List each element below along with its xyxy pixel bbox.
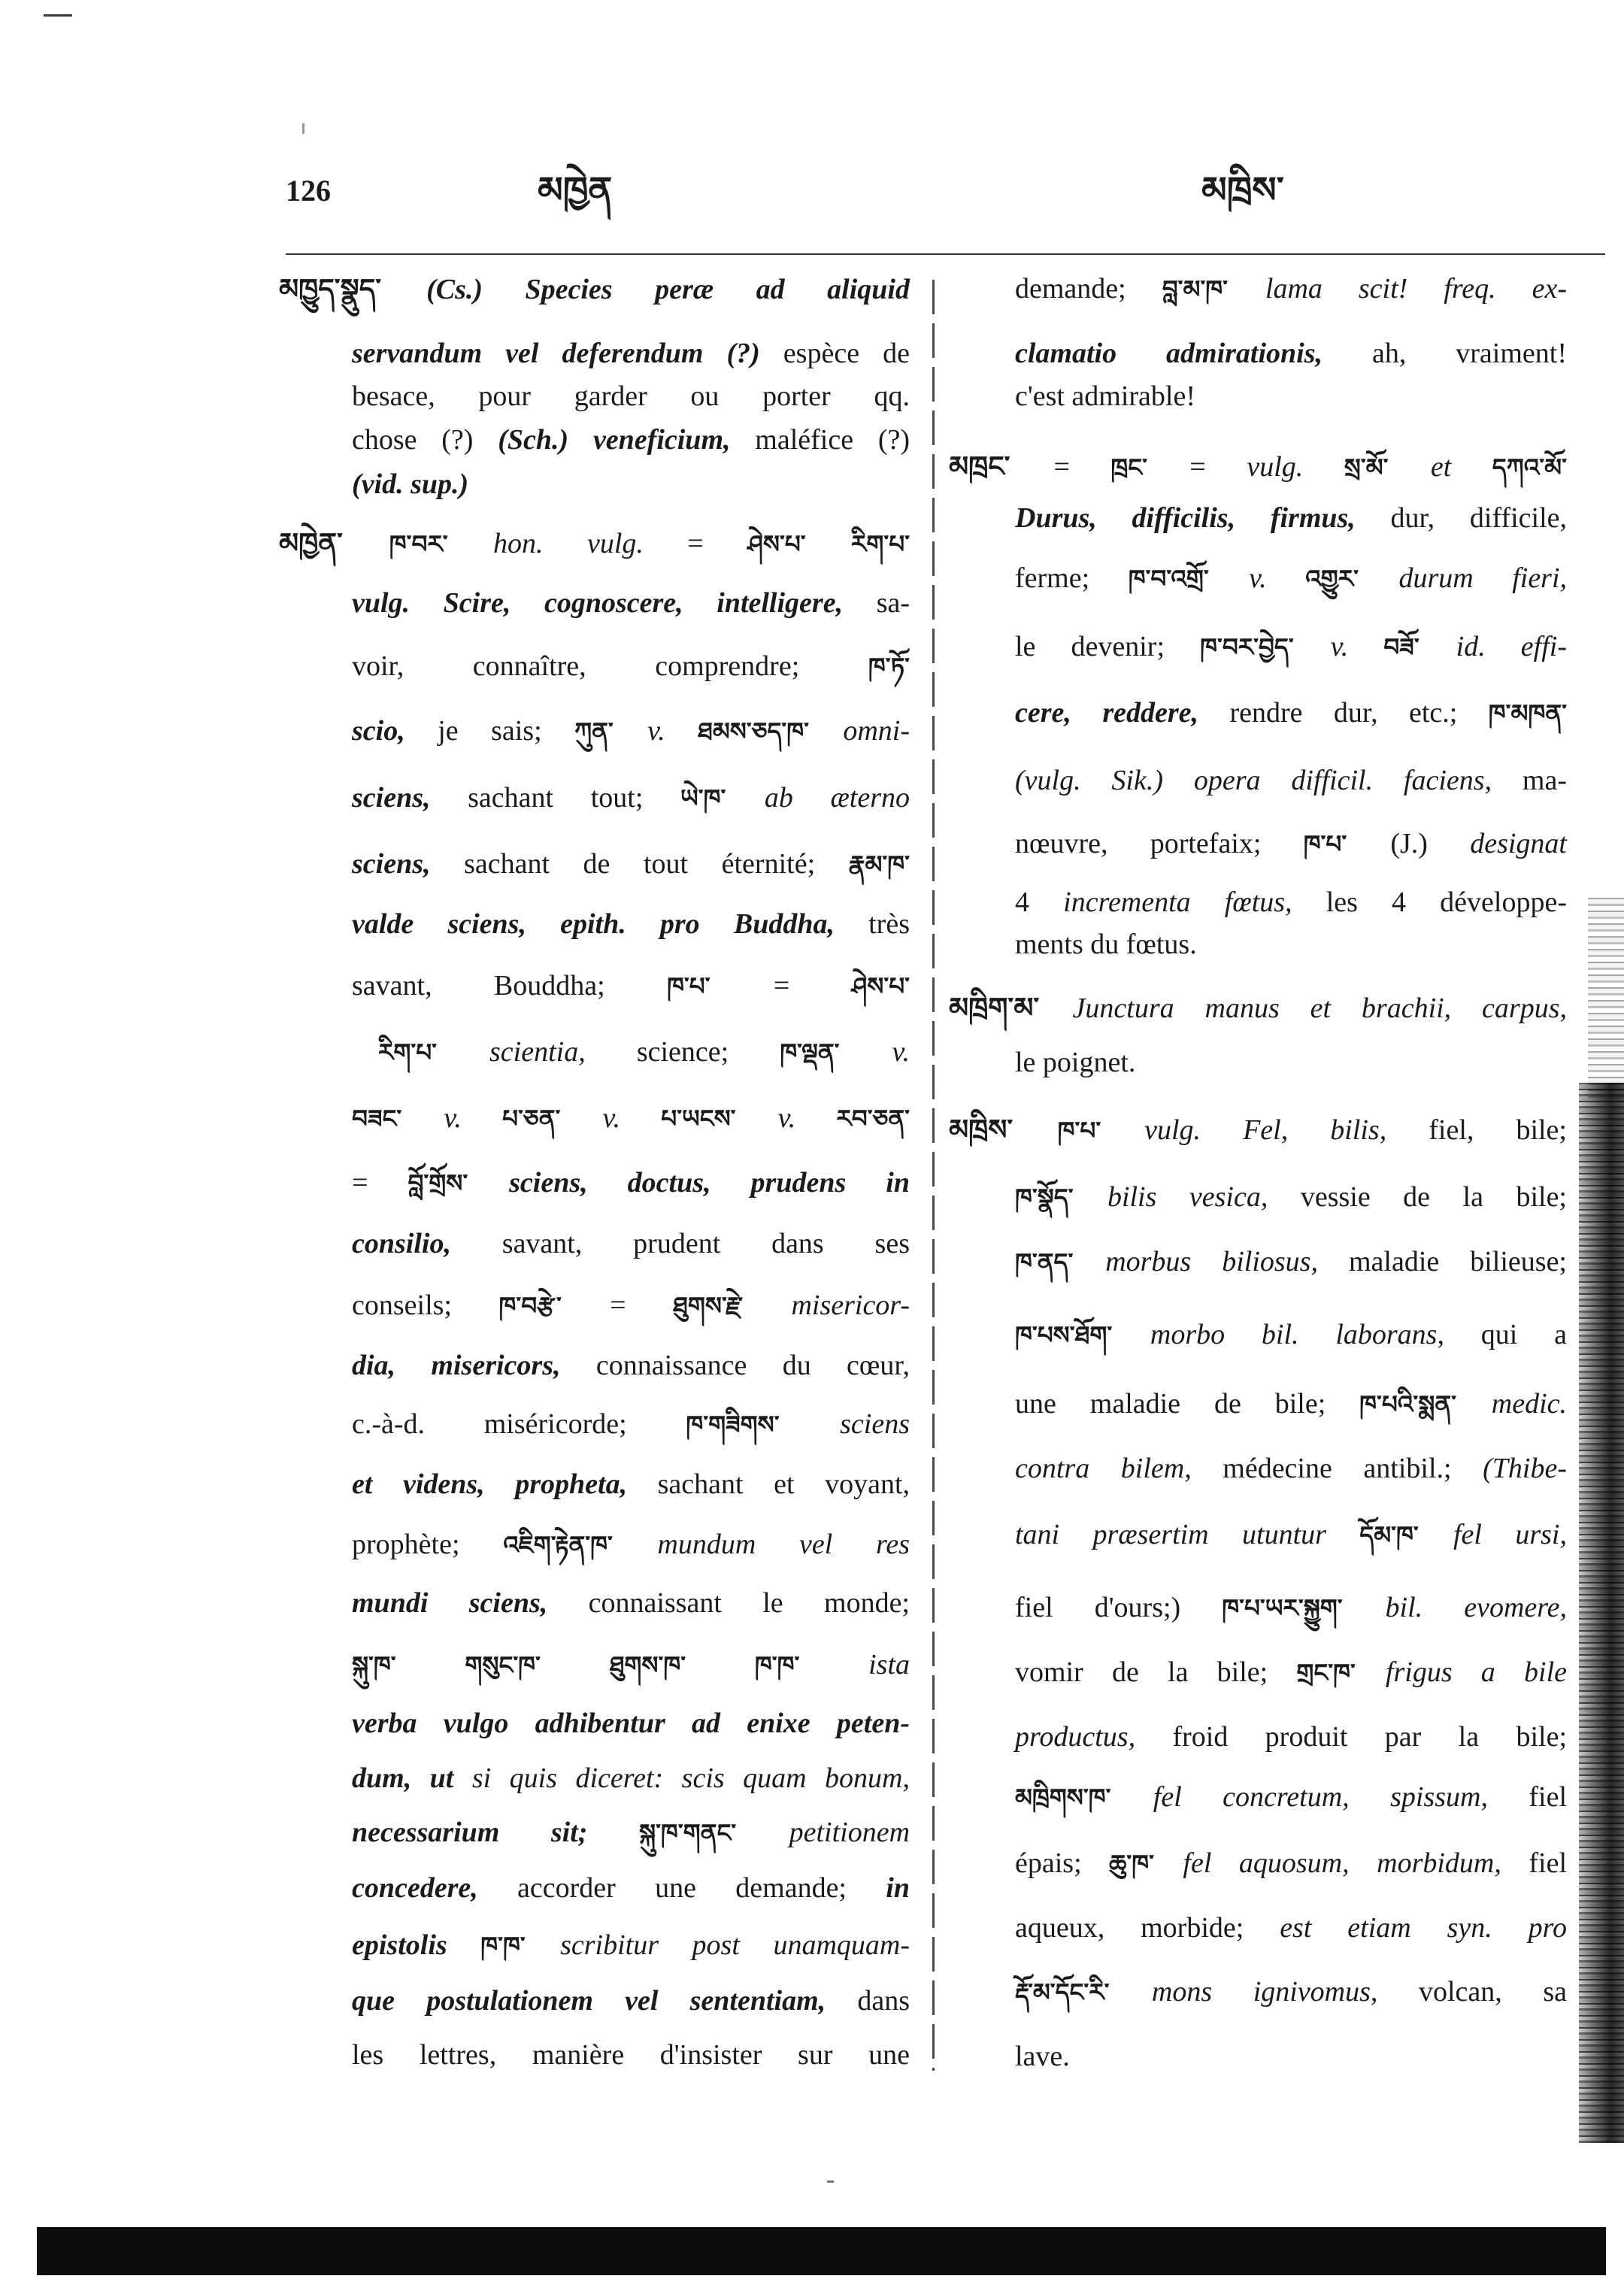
roman-text: médecine antibil.; [1223,1453,1483,1484]
roman-text: 4 [1015,886,1064,918]
dictionary-line [1015,1716,1567,1758]
latin-italic-text: vulg. Fel, bilis, [1144,1114,1429,1146]
roman-text: froid produit par la bile; [1172,1721,1567,1753]
roman-text: je sais; [438,715,575,747]
roman-text: sachant tout; [468,782,681,814]
dictionary-line [1015,2035,1567,2077]
roman-text: = [687,528,748,559]
latin-italic-text: id. effi- [1456,631,1567,662]
tibetan-text: བཟང་ [352,1105,444,1133]
latin-bold-italic-text: scio, [352,715,438,747]
running-head-last-word: མཁྲིས་ [1201,169,1284,211]
dictionary-line [1015,823,1567,865]
roman-text: les lettres, manière d'insister sur une [352,2039,910,2071]
tibetan-text: པ་ཅན་ [502,1105,603,1133]
roman-text: épais; [1015,1847,1110,1879]
latin-italic-text: ab æterno [764,782,910,814]
latin-italic-text: v. [777,1102,837,1134]
roman-text: ferme; [1015,562,1129,594]
latin-italic-text: misericor- [791,1289,910,1321]
latin-italic-text: mons ignivomus, [1151,1976,1419,2008]
roman-text: = [1053,451,1111,483]
roman-text: fiel [1529,1847,1568,1879]
tibetan-text: ཁ་གཟིགས་ [686,1411,841,1439]
latin-bold-italic-text: (Sch.) veneficium, [498,424,756,456]
roman-text: vessie de la bile; [1300,1181,1567,1213]
roman-text: accorder une demande; [517,1872,886,1904]
roman-text: = [352,1167,408,1199]
latin-bold-italic-text: necessarium sit; [352,1817,640,1848]
dictionary-line [1015,557,1567,600]
latin-italic-text: incrementa fœtus, [1063,886,1326,918]
latin-italic-text: medic. [1491,1388,1567,1420]
roman-text: le devenir; [1015,631,1201,662]
latin-italic-text: productus, [1015,1721,1173,1753]
tibetan-text: ཤེས་པ་ [851,972,910,1001]
dictionary-line [1015,1041,1567,1083]
dictionary-line [1015,1447,1567,1490]
dictionary-line [1015,1514,1567,1556]
roman-text: les 4 développe- [1326,886,1567,918]
latin-italic-text: si quis diceret: scis quam bonum, [471,1762,910,1794]
roman-text: ments du fœtus. [1015,929,1197,960]
latin-italic-text: hon. vulg. [493,528,688,559]
tibetan-text: འཇིག་རྟེན་ཁ་ [503,1531,658,1559]
dictionary-line [1015,692,1567,735]
roman-text: ah, vraiment! [1371,338,1567,369]
roman-text: aqueux, morbide; [1015,1912,1280,1944]
roman-text: savant, prudent dans ses [501,1228,910,1259]
page-number: 126 [286,174,331,208]
latin-bold-italic-text: (Cs.) Species peræ ad aliquid [426,274,910,305]
latin-italic-text: v. [1330,631,1384,662]
roman-text: prophète; [352,1529,504,1560]
tibetan-text: ཐམས་ཅད་ཁ་ [698,717,844,746]
latin-bold-italic-text: dia, misericors, [352,1350,596,1381]
latin-bold-italic-text: que postulationem vel sententiam, [352,1985,858,2017]
roman-text: fiel, bile; [1429,1114,1567,1146]
latin-bold-italic-text: et videns, propheta, [352,1468,658,1500]
latin-bold-italic-text: verba vulgo adhibentur ad enixe peten- [352,1708,910,1739]
roman-text: espèce de [783,338,910,369]
latin-bold-italic-text: vulg. Scire, cognoscere, intelligere, [352,587,877,619]
tibetan-text: དཀའ་མོ་ [1492,453,1567,482]
tibetan-text: སྐུ་ཁ་གནང་ [639,1819,789,1847]
tibetan-text: སྲ་མོ་ [1344,453,1431,482]
latin-bold-italic-text: dum, ut [352,1762,472,1794]
roman-text: = [610,1289,674,1321]
roman-text: vomir de la bile; [1015,1656,1297,1688]
roman-text: dur, difficile, [1390,502,1567,534]
roman-text: chose (?) [352,424,498,456]
tibetan-text: རྡོ་མ་དོང་རི་ [1015,1978,1152,2007]
latin-italic-text: fel ursi, [1453,1519,1567,1550]
running-head-first-word: མཁྱེན [538,169,613,211]
roman-text: le poignet. [1015,1047,1136,1078]
dictionary-entry-first-line [949,445,1567,489]
latin-italic-text: morbo bil. laborans, [1150,1319,1481,1350]
tibetan-text: གྲང་ཁ་ [1296,1659,1386,1687]
roman-text: fiel [1529,1781,1568,1813]
roman-text: ma- [1522,765,1567,796]
dictionary-line [1015,759,1567,802]
entry-headword: མཁྲིག་མ་ [949,991,1073,1024]
roman-text: une maladie de bile; [1015,1388,1360,1420]
latin-bold-italic-text: valde sciens, epith. pro Buddha, [352,908,869,940]
tibetan-text: ཁ་བར་ [389,530,494,559]
dictionary-line [1015,1383,1567,1426]
dictionary-line [1015,1176,1567,1219]
latin-italic-text: scribitur post unamquam- [560,1929,910,1961]
dictionary-line [1015,1842,1567,1885]
latin-italic-text: bil. evomere, [1385,1592,1568,1623]
tibetan-text: ཡེ་ཁ་ [680,784,765,813]
roman-text: c.-à-d. miséricorde; [352,1408,686,1440]
tibetan-text: ཁ་ཁ་ [480,1932,561,1960]
latin-italic-text: v. [1249,562,1306,594]
latin-bold-italic-text: in [886,1872,910,1904]
dictionary-line [1015,497,1567,539]
roman-text: sachant de tout éternité; [464,848,849,880]
roman-text: c'est admirable! [1015,380,1196,412]
scan-edge-shadow [1579,1083,1624,2143]
tibetan-text: རིག་པ་ [378,1038,490,1067]
latin-bold-italic-text: consilio, [352,1228,502,1259]
latin-italic-text: v. [602,1102,662,1134]
dictionary-line [1015,375,1567,417]
dictionary-line [1015,923,1567,965]
roman-text: rendre dur, etc.; [1229,697,1489,729]
latin-bold-italic-text: (vid. sup.) [352,468,469,500]
dictionary-line [1015,1586,1567,1629]
latin-italic-text: sciens [840,1408,910,1440]
entry-headword: མཁྲིས་ [949,1113,1058,1146]
tibetan-text: ཁ་ལྡན་ [780,1038,892,1067]
latin-italic-text: et [1430,451,1492,483]
latin-italic-text: lama scit! freq. ex- [1265,273,1567,305]
dictionary-line [1015,332,1567,374]
tibetan-text: ཁ་སྣོད་ [1015,1183,1107,1212]
dictionary-line [1015,1907,1567,1949]
dictionary-entry-first-line [949,1108,1567,1152]
roman-text: maladie bilieuse; [1348,1246,1567,1277]
latin-italic-text: frigus a bile [1385,1656,1567,1688]
tibetan-text: ཀུན་ [574,717,648,746]
latin-bold-italic-text: Durus, difficilis, firmus, [1015,502,1391,534]
tibetan-text: ཆུ་ཁ་ [1109,1850,1183,1878]
tibetan-text: ཁ་པ་ཡར་སྐྱུག་ [1222,1594,1386,1623]
scan-speck [827,2180,834,2183]
tibetan-text: བློ་གྲོས་ [408,1169,510,1198]
tibetan-text: ཁ་བརྩེ་ [498,1292,611,1320]
tibetan-text: ཁ་བ་འགྲོ་ [1128,565,1250,593]
latin-bold-italic-text: sciens, [352,848,465,880]
roman-text: maléfice (?) [755,424,910,456]
roman-text: (J.) [1390,828,1471,859]
tibetan-text: ཐུགས་རྗེ་ [673,1292,792,1320]
roman-text: connaissance du cœur, [595,1350,910,1381]
tibetan-text: ཁ་པའི་སྨན་ [1359,1390,1492,1419]
latin-italic-text: v. [892,1036,910,1068]
dictionary-line [1015,1971,1567,2014]
tibetan-text: ཁ་པ་ [1057,1117,1145,1145]
dictionary-line [1015,881,1567,923]
roman-text: lave. [1015,2041,1070,2072]
roman-text: volcan, sa [1418,1976,1567,2008]
scan-bottom-border [37,2227,1606,2275]
tibetan-text: བླ་མ་ཁ་ [1162,275,1265,304]
latin-italic-text: omni- [843,715,910,747]
roman-text: besace, pour garder ou porter qq. [352,380,910,412]
entry-headword: མཁྱེན་ [279,526,389,559]
latin-bold-italic-text: epistolis [352,1929,481,1961]
dictionary-line [1015,1776,1567,1819]
tibetan-text: བཟོ་ [1383,633,1456,662]
roman-text: dans [857,1985,910,2017]
roman-text: fiel d'ours;) [1015,1592,1223,1623]
latin-italic-text: scientia, [489,1036,637,1068]
tibetan-text: ཁ་པ་ [1303,830,1391,859]
latin-italic-text: morbus biliosus, [1105,1246,1349,1277]
latin-bold-italic-text: servandum vel deferendum (?) [352,338,783,369]
roman-text: qui a [1480,1319,1567,1350]
tibetan-text: ཁ་ནད་ [1015,1248,1106,1277]
tibetan-text: རྣམ་ཁ་ [848,850,910,879]
latin-italic-text: v. [647,715,698,747]
tibetan-text: ཤེས་པ་ རིག་པ་ [747,530,910,559]
roman-text: nœuvre, portefaix; [1015,828,1304,859]
tibetan-text: ཁ་པས་ཐོག་ [1015,1321,1150,1350]
dictionary-line [1015,626,1567,668]
tibetan-text: ཁ་ཏོ་ [868,653,910,681]
tibetan-text: རབ་ཅན་ [836,1105,910,1133]
tibetan-text: པ་ཡངས་ [661,1105,778,1133]
entry-headword: མཁྲང་ [949,450,1054,483]
latin-italic-text: bilis vesica, [1107,1181,1301,1213]
tibetan-text: ཁ་བར་བྱེད་ [1200,633,1331,662]
latin-italic-text: (Thibe- [1483,1453,1567,1484]
roman-text: = [773,970,852,1002]
latin-italic-text: petitionem [789,1817,910,1848]
roman-text: science; [636,1036,780,1068]
latin-italic-text: mundum vel res [657,1529,910,1560]
tibetan-text: དོམ་ཁ་ [1359,1521,1453,1550]
roman-text: savant, Bouddha; [352,970,668,1002]
roman-text: = [1189,451,1247,483]
dictionary-line [1015,1651,1567,1694]
latin-italic-text: Junctura manus et brachii, carpus, [1072,993,1568,1024]
tibetan-text: ཁྲང་ [1110,453,1190,482]
latin-italic-text: v. [444,1102,503,1134]
roman-text: voir, connaître, comprendre; [352,650,868,682]
roman-text: sachant et voyant, [657,1468,910,1500]
latin-bold-italic-text: cere, reddere, [1015,697,1230,729]
latin-italic-text: ista [868,1649,910,1680]
latin-italic-text: durum fieri, [1398,562,1568,594]
latin-italic-text: contra bilem, [1015,1453,1223,1484]
dictionary-entry-first-line [949,986,1567,1029]
roman-text: sa- [876,587,910,619]
tibetan-text: ཁ་པ་ [667,972,774,1001]
dictionary-line [1015,1314,1567,1356]
latin-italic-text: designat [1470,828,1567,859]
roman-text: conseils; [352,1289,499,1321]
dictionary-line [1015,1241,1567,1283]
dictionary-line [1015,268,1567,311]
latin-bold-italic-text: sciens, [352,782,468,814]
scan-edge-shadow [1588,895,1624,1098]
latin-bold-italic-text: sciens, doctus, prudens in [509,1167,910,1199]
tibetan-text: མཁྲིགས་ཁ་ [1015,1783,1153,1812]
latin-italic-text: fel concretum, spissum, [1153,1781,1529,1813]
latin-bold-italic-text: mundi sciens, [352,1587,589,1619]
tibetan-text: སྐུ་ཁ་ གསུང་ཁ་ ཐུགས་ཁ་ ཁ་ཁ་ [352,1651,869,1680]
roman-text: très [868,908,910,940]
tibetan-text: འགྱུར་ [1305,565,1399,593]
latin-italic-text: (vulg. Sik.) opera difficil. faciens, [1015,765,1522,796]
latin-bold-italic-text: concedere, [352,1872,518,1904]
tibetan-text: ཁ་མཁན་ [1488,699,1567,728]
latin-italic-text: fel aquosum, morbidum, [1183,1847,1529,1879]
latin-italic-text: est etiam syn. pro [1280,1912,1567,1944]
roman-text: demande; [1015,273,1162,305]
roman-text: connaissant le monde; [588,1587,910,1619]
latin-bold-italic-text: clamatio admirationis, [1015,338,1372,369]
entry-headword: མཁྱུད་སྣུད་ [279,272,427,305]
latin-italic-text: vulg. [1247,451,1344,483]
latin-italic-text: tani præsertim utuntur [1015,1519,1360,1550]
